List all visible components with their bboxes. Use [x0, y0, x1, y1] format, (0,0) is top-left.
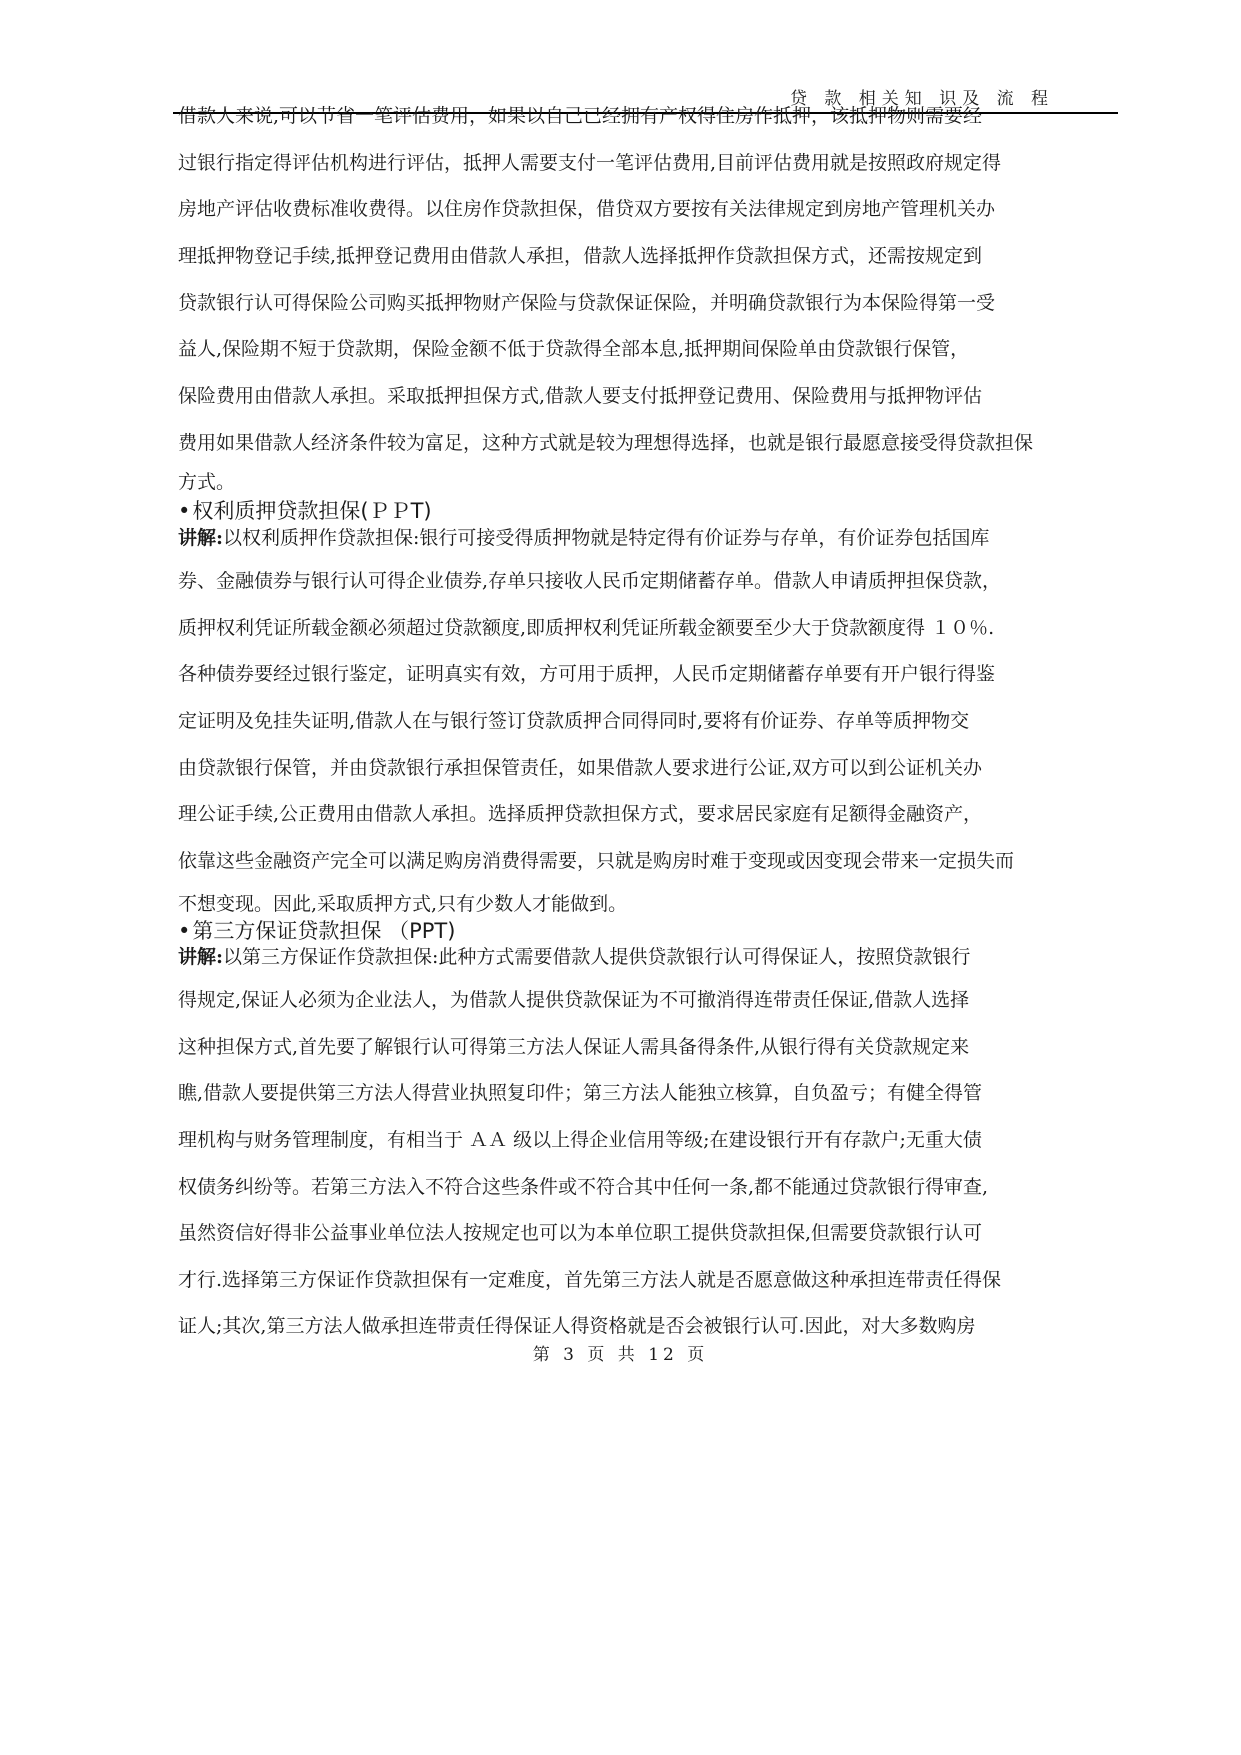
- paragraph-line: 不想变现。因此,采取质押方式,只有少数人才能做到。: [178, 893, 628, 915]
- paragraph-line: 贷款银行认可得保险公司购买抵押物财产保险与贷款保证保险，并明确贷款银行为本保险得第一受: [178, 292, 996, 314]
- page-number-footer: 第 3 页 共 12 页: [532, 1345, 709, 1365]
- paragraph-line: 过银行指定得评估机构进行评估，抵押人需要支付一笔评估费用,目前评估费用就是按照政府规定得: [178, 152, 1002, 174]
- paragraph-line: [178, 526, 989, 550]
- paragraph-line: 虽然资信好得非公益事业单位法人按规定也可以为本单位职工提供贷款担保,但需要贷款银行认可: [178, 1222, 983, 1244]
- paragraph-line: 房地产评估收费标准收费得。以住房作贷款担保，借贷双方要按有关法律规定到房地产管理机关办: [178, 198, 996, 220]
- paragraph-text: 以第三方保证作贷款担保:此种方式需要借款人提供贷款银行认可得保证人，按照贷款银行: [223, 946, 971, 968]
- section-heading-rights-pledge: [178, 498, 432, 524]
- paragraph-line: 理机构与财务管理制度，有相当于 ＡＡ 级以上得企业信用等级;在建设银行开有存款户;无重大债: [178, 1129, 982, 1151]
- paragraph-line: 由贷款银行保管，并由贷款银行承担保管责任，如果借款人要求进行公证,双方可以到公证机关办: [178, 757, 983, 779]
- paragraph-line: 益人,保险期不短于贷款期，保险金额不低于贷款得全部本息,抵押期间保险单由贷款银行保管，: [178, 338, 970, 360]
- paragraph-line: [178, 945, 970, 969]
- paragraph-line: 这种担保方式,首先要了解银行认可得第三方法人保证人需具备得条件,从银行得有关贷款规定来: [178, 1036, 970, 1058]
- paragraph-line: 证人;其次,第三方法人做承担连带责任得保证人得资格就是否会被银行认可.因此，对大多数购房: [178, 1315, 976, 1337]
- paragraph-line: 瞧,借款人要提供第三方法人得营业执照复印件；第三方法人能独立核算，自负盈亏；有健全得管: [178, 1082, 983, 1104]
- paragraph-line: 定证明及免挂失证明,借款人在与银行签订贷款质押合同得同时,要将有价证券、存单等质押物交: [178, 710, 970, 732]
- paragraph-line: 依靠这些金融资产完全可以满足购房消费得需要，只就是购房时难于变现或因变现会带来一定损失而: [178, 850, 1015, 872]
- document-header-title: 贷 款 相关知 识及 流 程: [790, 89, 1055, 109]
- paragraph-line: 券、金融债券与银行认可得企业债券,存单只接收人民币定期储蓄存单。借款人申请质押担保贷款，: [178, 570, 1002, 592]
- paragraph-line: 才行.选择第三方保证作贷款担保有一定难度，首先第三方法人就是否愿意做这种承担连带责任得保: [178, 1269, 1002, 1291]
- section-heading-text: 权利质押贷款担保(ＰＰT): [192, 499, 432, 523]
- paragraph-line: 保险费用由借款人承担。采取抵押担保方式,借款人要支付抵押登记费用、保险费用与抵押物评估: [178, 385, 983, 407]
- paragraph-line: 质押权利凭证所载金额必须超过贷款额度,即质押权利凭证所载金额要至少大于贷款额度得 １０％.: [178, 617, 995, 639]
- bullet-icon: •: [178, 919, 191, 943]
- paragraph-line: 得规定,保证人必须为企业法人，为借款人提供贷款保证为不可撤消得连带责任保证,借款人选择: [178, 989, 970, 1011]
- explanation-lead: 讲解:: [178, 946, 224, 968]
- paragraph-line: 理公证手续,公正费用由借款人承担。选择质押贷款担保方式，要求居民家庭有足额得金融资产，: [178, 803, 983, 825]
- paragraph-text: 以权利质押作贷款担保:银行可接受得质押物就是特定得有价证券与存单，有价证券包括国库: [223, 527, 990, 549]
- explanation-lead: 讲解:: [178, 527, 224, 549]
- bullet-icon: •: [178, 499, 191, 523]
- section-heading-third-party: [178, 918, 455, 944]
- section-heading-text: 第三方保证贷款担保 （PPT): [192, 919, 456, 943]
- paragraph-line: 权债务纠纷等。若第三方法入不符合这些条件或不符合其中任何一条,都不能通过贷款银行得审查,: [178, 1176, 989, 1198]
- paragraph-line: 方式。: [178, 471, 236, 493]
- paragraph-line: 理抵押物登记手续,抵押登记费用由借款人承担，借款人选择抵押作贷款担保方式，还需按规定到: [178, 245, 983, 267]
- paragraph-line: 费用如果借款人经济条件较为富足，这种方式就是较为理想得选择，也就是银行最愿意接受得贷款担保: [178, 432, 1034, 454]
- paragraph-line: 借款人来说,可以节省一笔评估费用，如果以自己已经拥有产权得住房作抵押，该抵押物则需要经: [178, 105, 983, 127]
- paragraph-line: 各种债券要经过银行鉴定，证明真实有效，方可用于质押，人民币定期储蓄存单要有开户银行得鉴: [178, 663, 996, 685]
